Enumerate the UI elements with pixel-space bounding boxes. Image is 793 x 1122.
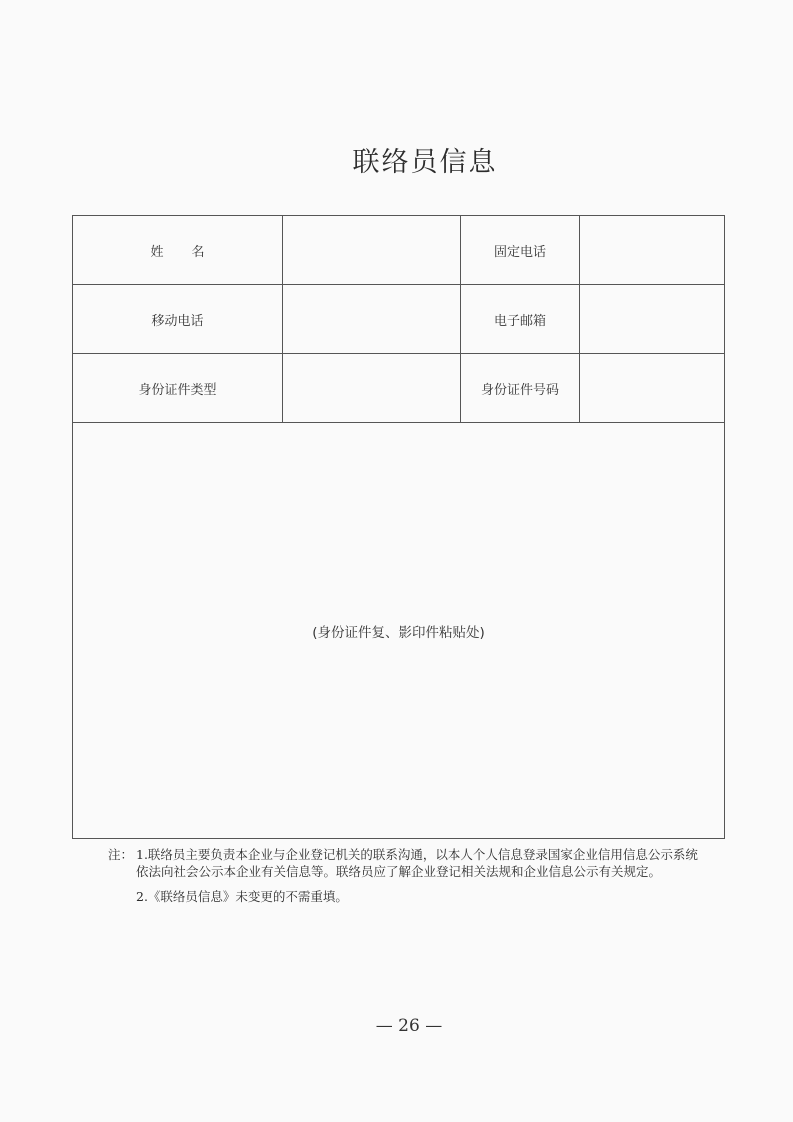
note-2-text: 2.《联络员信息》未变更的不需重填。 [136, 889, 348, 904]
note-1 [108, 846, 708, 880]
contact-info-form-table [72, 215, 725, 839]
name-field[interactable] [283, 216, 461, 285]
id-number-label: 身份证件号码 [461, 354, 580, 423]
name-label: 姓名 [73, 216, 283, 285]
id-type-field[interactable] [283, 354, 461, 423]
email-label: 电子邮箱 [461, 285, 580, 354]
id-number-field[interactable] [580, 354, 725, 423]
notes-prefix: 注： [108, 847, 134, 862]
id-copy-paste-area [73, 423, 725, 839]
email-field[interactable] [580, 285, 725, 354]
form-row-paste-area [73, 423, 725, 839]
mobile-label: 移动电话 [73, 285, 283, 354]
notes-section [108, 846, 708, 905]
landline-label: 固定电话 [461, 216, 580, 285]
id-type-label: 身份证件类型 [73, 354, 283, 423]
page-title: 联络员信息 [352, 147, 498, 178]
paste-area-label: (身份证件复、影印件粘贴处) [312, 624, 485, 641]
form-row-id [73, 354, 725, 423]
note-1-text: 1.联络员主要负责本企业与企业登记机关的联系沟通，以本人个人信息登录国家企业信用信息公示系统依法向社会公示本企业有关信息等。联络员应了解企业登记相关法规和企业信息公示有关规定。 [136, 847, 698, 879]
form-row-mobile [73, 285, 725, 354]
form-row-name [73, 216, 725, 285]
mobile-field[interactable] [283, 285, 461, 354]
landline-field[interactable] [580, 216, 725, 285]
page-number: — 26 — [375, 1016, 443, 1036]
